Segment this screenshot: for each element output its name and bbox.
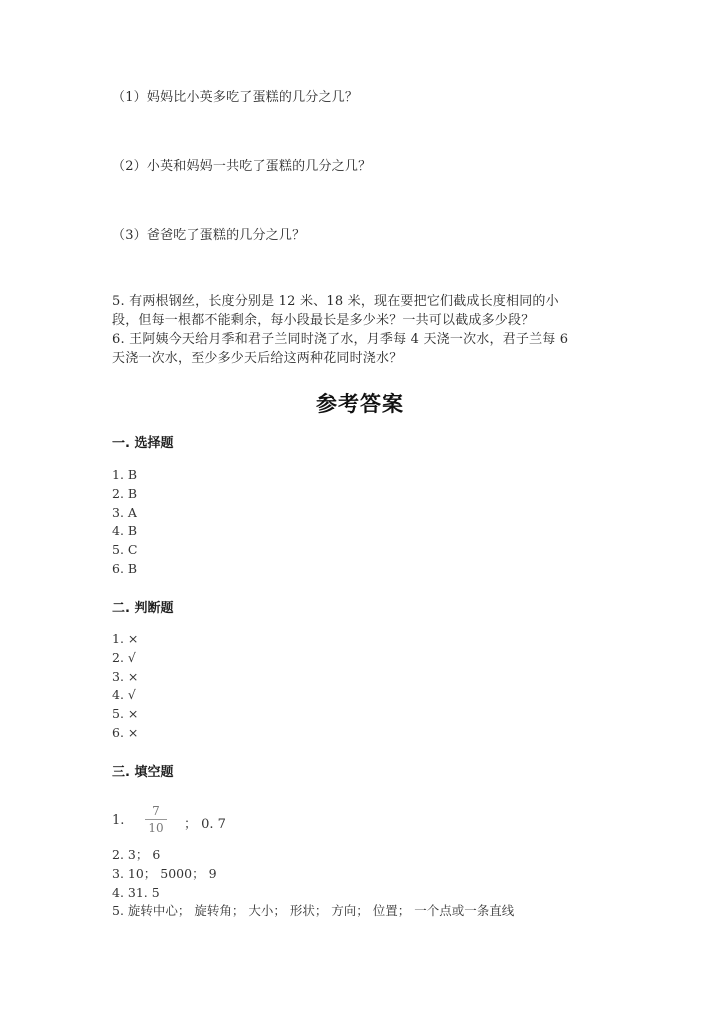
question-6: [112, 330, 582, 368]
fill-blank-item-1-rest: ； 0. 7: [184, 817, 226, 832]
question-6-line-1: 6. 王阿姨今天给月季和君子兰同时浇了水，月季每 4 天浇一次水，君子兰每 6: [112, 332, 569, 347]
answers-title: 参考答案: [316, 392, 404, 416]
choice-answers-list: [112, 466, 137, 579]
list-item: 5. 旋转中心； 旋转角； 大小； 形状； 方向； 位置； 一个点或一条直线: [112, 903, 515, 919]
question-5-line-1: 5. 有两根钢丝，长度分别是 12 米、18 米，现在要把它们截成长度相同的小: [112, 294, 559, 309]
section-heading-choice: 一. 选择题: [112, 436, 174, 451]
section-heading-fill-blank: 三. 填空题: [112, 765, 174, 780]
list-item: 3. 10； 5000； 9: [112, 865, 217, 881]
question-sub-3: （3）爸爸吃了蛋糕的几分之几？: [112, 228, 306, 243]
list-item: 3. ×: [112, 668, 139, 684]
list-item: 1. B: [112, 467, 138, 482]
question-5-line-2: 段，但每一根都不能剩余，每小段最长是多少米？一共可以截成多少段？: [112, 313, 535, 328]
list-item: 1. ×: [112, 631, 139, 646]
fraction: [145, 804, 167, 835]
list-item: 4. 31. 5: [112, 884, 160, 900]
list-item: 5. C: [112, 542, 138, 558]
fill-blank-answers-list: [112, 846, 514, 921]
fraction-denominator: 10: [148, 821, 164, 835]
section-heading-judgement: 二. 判断题: [112, 601, 174, 616]
list-item: 5. ×: [112, 706, 139, 722]
question-sub-2: （2）小英和妈妈一共吃了蛋糕的几分之几？: [112, 159, 372, 174]
list-item: 4. √: [112, 687, 136, 703]
judgement-answers-list: [112, 630, 138, 743]
list-item: 2. B: [112, 485, 138, 501]
question-sub-1: （1）妈妈比小英多吃了蛋糕的几分之几？: [112, 90, 359, 105]
item-number: 1.: [112, 813, 125, 828]
fraction-bar: [145, 819, 167, 820]
list-item: 2. 3； 6: [112, 847, 161, 862]
fraction-numerator: 7: [152, 804, 160, 818]
list-item: 6. B: [112, 560, 138, 576]
question-6-line-2: 天浇一次水，至少多少天后给这两种花同时浇水？: [112, 351, 403, 366]
list-item: 3. A: [112, 504, 137, 520]
question-5: [112, 292, 582, 330]
list-item: 6. ×: [112, 724, 139, 740]
list-item: 2. √: [112, 649, 136, 665]
list-item: 4. B: [112, 523, 138, 539]
